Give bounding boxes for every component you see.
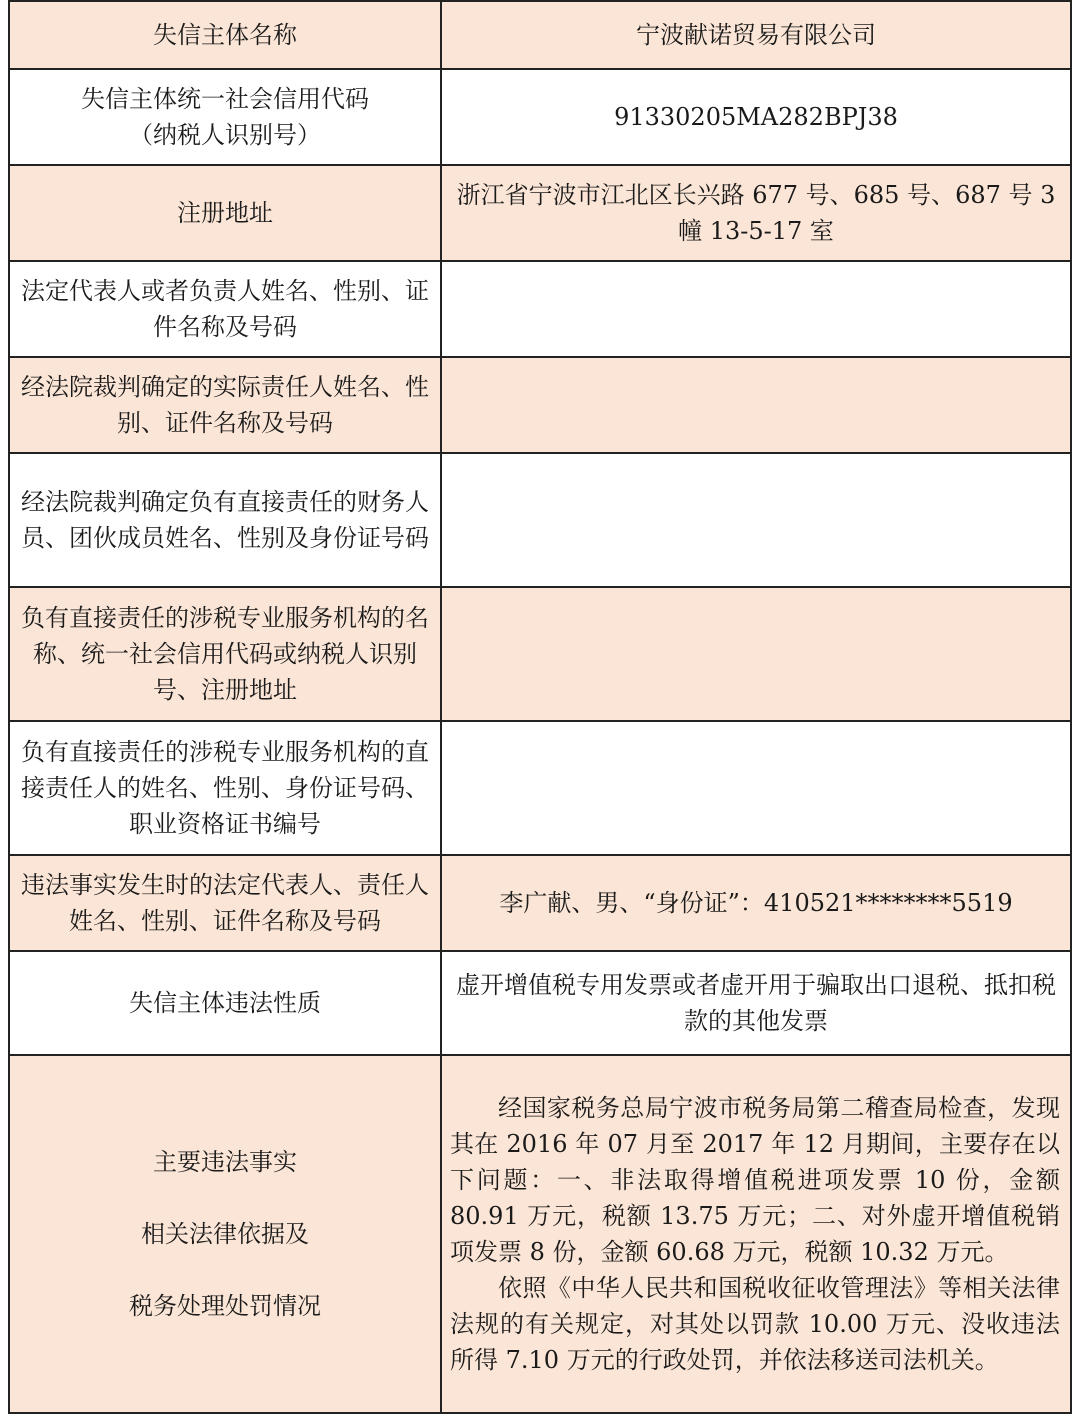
- facts-label-line: 相关法律依据及: [141, 1220, 309, 1248]
- table-row: [9, 261, 1071, 357]
- table-row: [9, 165, 1071, 261]
- row-value: 宁波献诺贸易有限公司: [441, 1, 1071, 69]
- table-row: [9, 721, 1071, 855]
- row-value: [441, 721, 1071, 855]
- table-row: [9, 587, 1071, 721]
- row-label: 失信主体违法性质: [9, 951, 441, 1055]
- row-value: 91330205MA282BPJ38: [441, 69, 1071, 165]
- row-label-line: 失信主体统一社会信用代码 （纳税人识别号）: [81, 85, 369, 149]
- row-value: 虚开增值税专用发票或者虚开用于骗取出口退税、抵扣税款的其他发票: [441, 951, 1071, 1055]
- table-row: [9, 951, 1071, 1055]
- facts-paragraph: 经国家税务总局宁波市税务局第二稽查局检查，发现其在 2016 年 07 月至 2017 年 12 月期间，主要存在以下问题：一、非法取得增值税进项发票 10 份，金额 80.91 万元，税额 13.75 万元；二、对外虚开增值税销项发票 8 份，金额 60.68 万元，税额 10.32 万元。: [450, 1094, 1060, 1266]
- row-label: 负有直接责任的涉税专业服务机构的名称、统一社会信用代码或纳税人识别号、注册地址: [9, 587, 441, 721]
- row-label: 失信主体名称: [9, 1, 441, 69]
- row-value: [441, 453, 1071, 587]
- table-row: [9, 855, 1071, 951]
- row-value: [441, 261, 1071, 357]
- table-row: [9, 357, 1071, 453]
- facts-value: [441, 1055, 1071, 1413]
- row-label: [9, 69, 441, 165]
- facts-label-line: 主要违法事实: [153, 1148, 297, 1176]
- facts-label-line: 税务处理处罚情况: [129, 1292, 321, 1320]
- row-label: 法定代表人或者负责人姓名、性别、证件名称及号码: [9, 261, 441, 357]
- row-value: 李广献、男、“身份证”：410521********5519: [441, 855, 1071, 951]
- row-label: 负有直接责任的涉税专业服务机构的直接责任人的姓名、性别、身份证号码、职业资格证书编号: [9, 721, 441, 855]
- table-row: [9, 69, 1071, 165]
- row-label: 违法事实发生时的法定代表人、责任人姓名、性别、证件名称及号码: [9, 855, 441, 951]
- row-label: 经法院裁判确定负有直接责任的财务人员、团伙成员姓名、性别及身份证号码: [9, 453, 441, 587]
- row-label: 注册地址: [9, 165, 441, 261]
- table-row-facts: [9, 1055, 1071, 1413]
- facts-paragraph: 依照《中华人民共和国税收征收管理法》等相关法律法规的有关规定，对其处以罚款 10.00 万元、没收违法所得 7.10 万元的行政处罚，并依法移送司法机关。: [450, 1274, 1060, 1374]
- row-value: 浙江省宁波市江北区长兴路 677 号、685 号、687 号 3 幢 13-5-17 室: [441, 165, 1071, 261]
- table-row: [9, 1, 1071, 69]
- credit-info-table: [8, 0, 1072, 1414]
- row-value: [441, 587, 1071, 721]
- facts-label: [9, 1055, 441, 1413]
- row-value: [441, 357, 1071, 453]
- table-row: [9, 453, 1071, 587]
- row-label: 经法院裁判确定的实际责任人姓名、性别、证件名称及号码: [9, 357, 441, 453]
